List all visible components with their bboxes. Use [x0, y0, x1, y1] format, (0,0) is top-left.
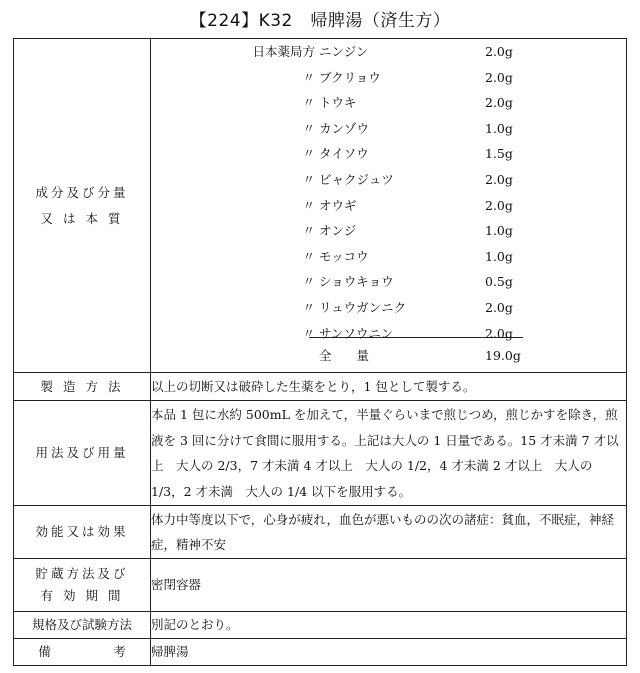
ingredient-row	[159, 65, 618, 90]
ingredient-row	[159, 321, 618, 346]
remarks-row	[14, 639, 627, 666]
ingredient-name: タイソウ	[319, 146, 369, 162]
ingredient-prefix: 〃	[302, 146, 315, 162]
ingredient-row	[159, 269, 618, 294]
ingredient-prefix: 日本薬局方	[252, 44, 315, 59]
remarks-label	[14, 639, 151, 666]
dosage-text: 本品 1 包に水約 500mL を加えて，半量ぐらいまで煎じつめ，煎じかすを除き，煎液を 3 回に分けて食間に服用する。上記は大人の 1 日量である。15 才未満 7 才以上 大人の 2/3，7 才未満 4 才以上 大人の 1/2，4 才未満 2 才以上 大人の 1/3，2 才未満 大人の 1/4 以下を服用する。	[151, 401, 627, 506]
ingredient-name: オンジ	[319, 223, 357, 239]
page-title: 【224】K32 帰脾湯（済生方）	[189, 11, 451, 31]
ingredient-name: ショウキョウ	[319, 274, 394, 290]
ingredient-name: ビャクジュツ	[319, 172, 394, 187]
specs-row	[14, 612, 627, 639]
remarks-text: 帰脾湯	[151, 639, 627, 666]
remarks-label-text: 備 考	[38, 644, 126, 659]
ingredient-amount: 1.0g	[485, 223, 513, 239]
total-amount: 19.0g	[485, 348, 521, 363]
ingredient-name: ニンジン	[319, 44, 369, 59]
storage-label-line2: 有 効 期 間	[40, 588, 124, 603]
ingredients-row	[14, 39, 627, 373]
total-label: 全 量	[319, 348, 370, 363]
ingredient-row	[159, 141, 618, 166]
ingredient-name: オウギ	[319, 197, 357, 213]
ingredient-prefix: 〃	[302, 95, 315, 111]
ingredient-row	[159, 218, 618, 243]
storage-text: 密閉容器	[151, 559, 627, 612]
total-row	[159, 343, 618, 368]
ingredient-row	[159, 39, 618, 64]
ingredient-prefix: 〃	[302, 325, 315, 341]
ingredient-amount: 1.0g	[485, 120, 513, 136]
ingredient-name: カンゾウ	[319, 120, 370, 136]
ingredient-prefix: 〃	[302, 120, 315, 136]
manufacturing-row	[14, 373, 627, 401]
ingredients-label	[14, 39, 151, 373]
ingredient-prefix: 〃	[302, 69, 315, 85]
ingredient-list	[159, 39, 618, 372]
specs-label	[14, 612, 151, 639]
dosage-row	[14, 401, 627, 506]
ingredient-amount: 2.0g	[485, 172, 513, 187]
ingredient-prefix: 〃	[302, 197, 315, 213]
ingredients-label-line2: 又 は 本 質	[40, 210, 124, 226]
dosage-label-text: 用法及び用量	[35, 445, 129, 460]
efficacy-label-text: 効能又は効果	[35, 524, 129, 539]
ingredient-name: トウキ	[319, 95, 357, 111]
ingredient-amount: 2.0g	[485, 95, 513, 111]
ingredient-prefix: 〃	[302, 223, 315, 239]
specs-text: 別記のとおり。	[151, 612, 627, 639]
efficacy-row	[14, 506, 627, 559]
ingredient-name: モッコウ	[319, 248, 369, 264]
ingredient-row	[159, 167, 618, 192]
ingredient-name: ブクリョウ	[319, 69, 381, 85]
ingredient-row	[159, 90, 618, 115]
ingredient-amount: 1.5g	[485, 146, 513, 162]
manufacturing-label	[14, 373, 151, 401]
ingredient-amount: 2.0g	[485, 325, 513, 341]
ingredient-row	[159, 193, 618, 218]
manufacturing-text: 以上の切断又は破砕した生薬をとり，1 包として製する。	[151, 373, 627, 401]
ingredient-prefix: 〃	[302, 300, 315, 315]
efficacy-text: 体力中等度以下で，心身が疲れ，血色が悪いものの次の諸症：貧血，不眠症，神経症，精神不安	[151, 506, 627, 559]
ingredient-amount: 2.0g	[485, 197, 513, 213]
efficacy-label	[14, 506, 151, 559]
specification-table	[13, 38, 627, 666]
ingredient-prefix: 〃	[302, 248, 315, 264]
ingredient-amount: 2.0g	[485, 44, 513, 59]
storage-label-line1: 貯蔵方法及び	[35, 566, 129, 581]
dosage-label	[14, 401, 151, 506]
specs-label-text: 規格及び試験方法	[31, 617, 132, 632]
ingredient-amount: 2.0g	[485, 69, 513, 85]
ingredient-row	[159, 116, 618, 141]
ingredient-row	[159, 244, 618, 269]
ingredient-amount: 2.0g	[485, 300, 513, 315]
ingredients-value	[151, 39, 627, 373]
storage-label	[14, 559, 151, 612]
ingredient-amount: 0.5g	[485, 274, 513, 290]
ingredient-prefix: 〃	[302, 274, 315, 290]
ingredient-prefix: 〃	[302, 172, 315, 187]
ingredient-row	[159, 295, 618, 320]
ingredient-name: リュウガンニク	[319, 300, 407, 315]
storage-row	[14, 559, 627, 612]
ingredient-name: サンソウニン	[319, 325, 394, 341]
ingredients-label-line1: 成分及び分量	[35, 184, 129, 200]
manufacturing-label-text: 製 造 方 法	[40, 378, 124, 394]
ingredient-amount: 1.0g	[485, 248, 513, 264]
